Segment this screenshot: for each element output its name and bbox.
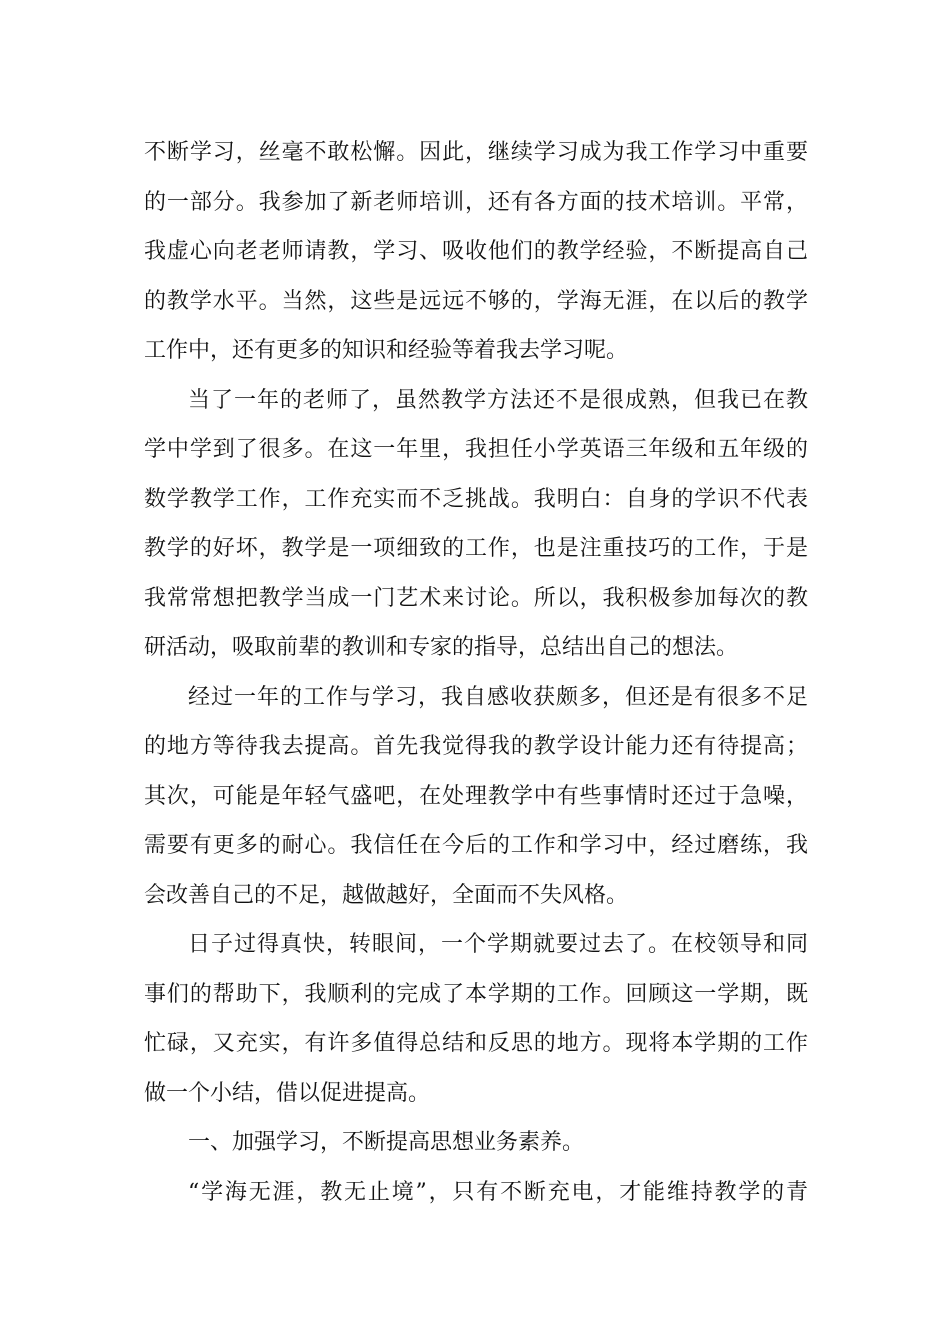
text-line: 需要有更多的耐心。我信任在今后的工作和学习中，经过磨练，我 [144,833,808,858]
text-line: 会改善自己的不足，越做越好，全面而不失风格。 [144,882,629,908]
text-line: 数学教学工作，工作充实而不乏挑战。我明白：自身的学识不代表 [144,486,808,512]
body-text [144,128,808,1217]
text-line: 的教学水平。当然，这些是远远不够的，学海无涯，在以后的教学 [144,288,808,314]
text-line: 研活动，吸取前辈的教训和专家的指导，总结出自己的想法。 [144,635,739,660]
text-line: 教学的好坏，教学是一项细致的工作，也是注重技巧的工作，于是 [144,536,808,561]
text-line: 不断学习，丝毫不敢松懈。因此，继续学习成为我工作学习中重要 [144,140,808,165]
paragraph-start-line: 日子过得真快，转眼间，一个学期就要过去了。在校领导和同 [188,932,808,957]
paragraph-start-line: “学海无涯，教无止境”，只有不断充电，才能维持教学的青 [188,1179,808,1205]
text-line: 其次，可能是年轻气盛吧，在处理教学中有些事情时还过于急噪， [144,783,808,809]
text-line: 我虚心向老老师请教，学习、吸收他们的教学经验，不断提高自己 [144,239,808,264]
paragraph-start-line: 当了一年的老师了，虽然教学方法还不是很成熟，但我已在教 [188,387,808,413]
text-line: 我常常想把教学当成一门艺术来讨论。所以，我积极参加每次的教 [144,585,808,611]
text-line: 事们的帮助下，我顺利的完成了本学期的工作。回顾这一学期，既 [144,981,808,1007]
text-line: 学中学到了很多。在这一年里，我担任小学英语三年级和五年级的 [144,437,808,462]
text-line: 做一个小结，借以促进提高。 [144,1080,431,1106]
text-line: 的一部分。我参加了新老师培训，还有各方面的技术培训。平常， [144,189,808,215]
text-line: 的地方等待我去提高。首先我觉得我的教学设计能力还有待提高； [144,734,808,759]
text-line: 工作中，还有更多的知识和经验等着我去学习呢。 [144,338,629,363]
text-line: 忙碌，又充实，有许多值得总结和反思的地方。现将本学期的工作 [144,1031,808,1056]
paragraph-start-line: 经过一年的工作与学习，我自感收获颇多，但还是有很多不足 [188,684,808,710]
section-heading-line: 一、加强学习，不断提高思想业务素养。 [188,1130,585,1155]
